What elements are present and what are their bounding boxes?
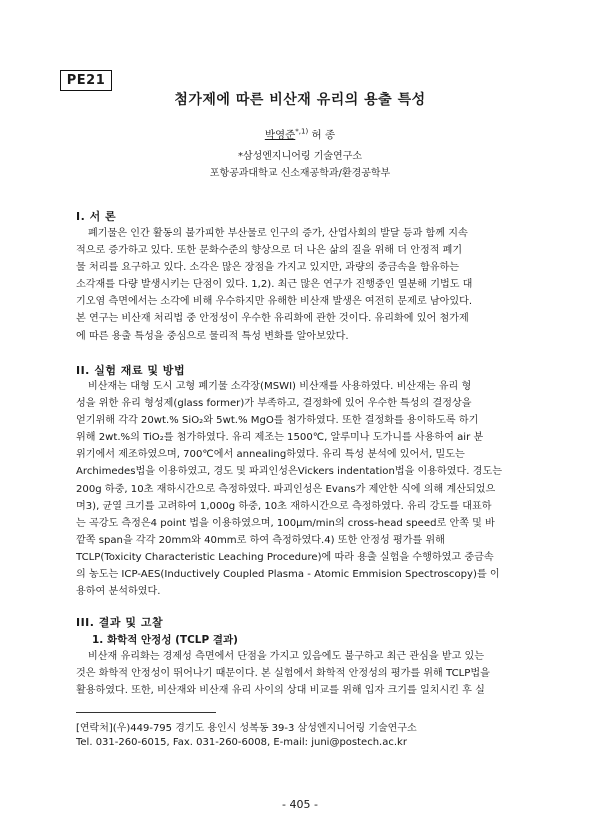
text-line: 활용하였다. 또한, 비산재와 비산재 유리 사이의 상대 비교를 위해 입자 크기를 일치시킨 후 실 (76, 685, 485, 697)
subsection-heading-tclp: 1. 화학적 안정성 (TCLP 결과) (92, 634, 238, 646)
text-line: 성을 위한 유리 형성제(glass former)가 부족하고, 결정화에 있어 우수한 특성의 결정상을 (76, 398, 472, 410)
text-line: 위해 2wt.%의 TiO₂를 첨가하였다. 유리 제조는 1500℃, 알루미나 도가니를 사용하여 air 분 (76, 432, 484, 444)
authors (0, 127, 600, 142)
text-line: 위기에서 제조하였으며, 700℃에서 annealing하였다. 유리 특성 분석에 있어서, 밀도는 (76, 449, 465, 461)
section-heading-methods: II. 실험 재료 및 방법 (76, 364, 186, 377)
footnote-divider (76, 712, 216, 713)
section-heading-intro: I. 서 론 (76, 210, 117, 223)
text-line: 폐기물은 인간 활동의 불가피한 부산물로 인구의 증가, 산업사회의 발달 등과 함께 지속 (88, 228, 468, 239)
text-line: 기오염 측면에서는 소각에 비해 우수하지만 유해한 비산재 발생은 여전히 문제로 남아있다. (76, 296, 473, 308)
text-line: TCLP(Toxicity Characteristic Leaching Procedure)에 따라 용출 실험을 수행하였고 중금속 (76, 551, 494, 563)
contact-phone-email: Tel. 031-260-6015, Fax. 031-260-6008, E-mail: juni@postech.ac.kr (76, 737, 407, 748)
text-line: 비산재 유리화는 경제성 측면에서 단점을 가지고 있음에도 불구하고 최근 관심을 받고 있는 (88, 651, 485, 662)
affiliation-1: *삼성엔지니어링 기술연구소 (237, 151, 363, 162)
page-number: - 405 - (282, 798, 318, 811)
text-line: 용하여 분석하였다. (76, 586, 161, 598)
contact-address: [연락처](우)449-795 경기도 용인시 성복동 39-3 삼성엔지니어링 기술연구소 (76, 723, 417, 734)
text-line: 적으로 증가하고 있다. 또한 문화수준의 향상으로 더 나은 삶의 질을 위해 더 안정적 폐기 (76, 245, 463, 257)
text-line: 것은 화학적 안정성이 뛰어나기 때문이다. 본 실험에서 화학적 안정성의 평가를 위해 TCLP법을 (76, 668, 490, 680)
text-line: 200g 하중, 10초 재하시간으로 측정하였다. 파괴인성은 Evans가 제안한 식에 의해 계산되었으 (76, 483, 496, 495)
paper-title: 첨가제에 따른 비산재 유리의 용출 특성 (174, 92, 426, 108)
author-first-mark: *,1) (295, 127, 309, 136)
paper-code-box: PE21 (60, 70, 112, 91)
text-line: 깥쪽 span을 각각 20mm와 40mm로 하여 측정하였다.4) 또한 안정성 평가를 위해 (76, 534, 445, 546)
results-paragraph (76, 648, 546, 699)
intro-paragraph (76, 225, 546, 345)
affiliation-2: 포항공과대학교 신소재공학과/환경공학부 (209, 168, 391, 179)
methods-paragraph (76, 378, 546, 600)
text-line: Archimedes법을 이용하였고, 경도 및 파괴인성은Vickers indentation법을 이용하였다. 경도는 (76, 466, 502, 478)
text-line: 얻기위해 각각 20wt.% SiO₂와 5wt.% MgO를 첨가하였다. 또한 결정화를 용이하도록 하기 (76, 415, 479, 427)
text-line: 는 곡강도 측정은4 point 법을 이용하였으며, 100μm/min의 cross-head speed로 안쪽 및 바 (76, 517, 495, 529)
text-line: 물 처리를 요구하고 있다. 소각은 많은 장점을 가지고 있지만, 과량의 중금속을 함유하는 (76, 262, 459, 274)
text-line: 비산재는 대형 도시 고형 폐기물 소각장(MSWI) 비산재를 사용하였다. 비산재는 유리 형 (88, 381, 472, 392)
text-line: 본 연구는 비산재 처리법 중 안정성이 우수한 유리화에 관한 것이다. 유리화에 있어 첨가제 (76, 313, 469, 325)
text-line: 며3), 균열 크기를 고려하여 1,000g 하중, 10초 재하시간으로 측정하였다. 유리 강도를 대표하 (76, 500, 492, 512)
text-line: 의 농도는 ICP-AES(Inductively Coupled Plasma - Atomic Emmision Spectroscopy)를 이 (76, 569, 500, 581)
author-second: 허 종 (308, 129, 336, 141)
text-line: 에 따른 용출 특성을 중심으로 물리적 특성 변화를 알아보았다. (76, 330, 349, 342)
author-first: 박영준 (264, 129, 296, 141)
section-heading-results: III. 결과 및 고찰 (76, 616, 164, 629)
text-line: 소각재를 다량 발생시키는 단점이 있다. 1,2). 최근 많은 연구가 진행중인 열분해 기법도 대 (76, 279, 473, 291)
